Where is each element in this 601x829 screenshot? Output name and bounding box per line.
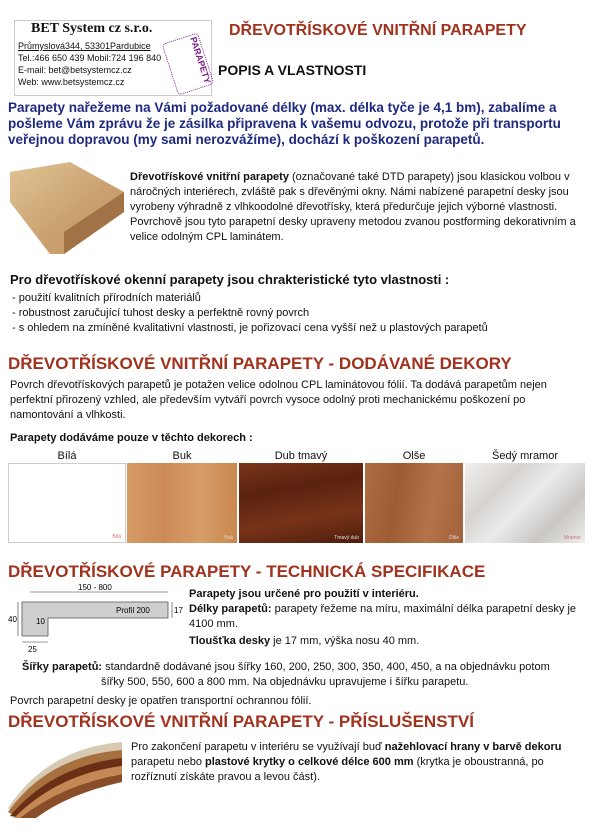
acc-bold: nažehlovací hrany v barvě dekoru [384,741,562,753]
acc-text: rozříznutí získáte pravou a levou část). [131,771,320,783]
swatch-caption: Bílá [112,534,121,540]
swatch-label: Dub tmavý [274,450,328,462]
spec-widths-text1: standardně dodávané jsou šířky 160, 200, 250, 300, 350, 400, 450, a na objednávku potom [102,661,550,673]
spec-widths-bold: Šířky parapetů: [22,661,103,673]
logo-email: E-mail: bet@betsystemcz.cz [18,65,132,75]
dim-10-label: 10 [36,617,45,626]
swatch-caption: Olše [448,535,459,541]
spec-thickness-text: je 17 mm, výška nosu 40 mm. [270,635,420,647]
decors-heading: DŘEVOTŘÍSKOVÉ VNITŘNÍ PARAPETY - DODÁVANÉ DEKORY [8,354,512,373]
swatch-white [8,463,126,543]
profile-drawing [8,584,184,660]
intro-text: Parapety nařežeme na Vámi požadované délky (max. délka tyče je 4,1 bm), zabalíme a pošleme Vám zprávu že je zásilka připravena k vašemu odvozu, protože při transportu veřejnou dopravou (my sami nerozvážíme), dochází k poškození parapetů. [8,100,561,147]
swatch-label: Buk [172,450,192,462]
dim-width-label: 150 - 800 [78,584,112,592]
edge-banding-image [8,738,122,818]
acc-bold: plastové krytky o celkové délce 600 mm [205,756,414,768]
swatch-caption: Buk [224,535,233,541]
page-subtitle: POPIS A VLASTNOSTI [218,62,367,78]
properties-heading: Pro dřevotřískové okenní parapety jsou chrakteristické tyto vlastnosti : [10,272,450,287]
spec-line1: Parapety jsou určené pro použití v interiéru. [189,588,419,600]
logo-address: Průmyslová344, 53301Pardubice [18,41,151,51]
swatch-beech [127,463,237,543]
spec-length-text: parapety řežeme na míru, maximální délka parapetní desky je 4100 mm. [189,603,577,630]
dim-40-label: 40 [8,615,17,624]
properties-item: - použití kvalitních přírodních materiálů [12,292,201,304]
properties-list [12,291,592,336]
description-text: (označované také DTD parapety) jsou klasickou volbou v náročných interiérech, zvláště pak s dřevěnými okny. Námi nabízené parapetní desky jsou vyrobeny výhradně z vlhkoodolné dřevotřísky, která předurčuje jejich výborné vlastnosti. Povrchově jsou tyto parapetní desky upraveny metodou zvanou postforming dekorativním a velice odolným CPL laminátem. [130,171,576,243]
dim-25-label: 25 [28,645,37,654]
spec-widths [22,660,592,690]
page-title: DŘEVOTŘÍSKOVÉ VNITŘNÍ PARAPETY [229,22,527,39]
spec-widths-text2: šířky 500, 550, 600 a 800 mm. Na objednávku upravujeme i šířku parapetu. [101,676,469,688]
swatch-label: Šedý mramor [491,450,559,462]
company-logo [14,20,212,96]
swatch-label: Olše [402,450,426,462]
logo-company-name: BET System cz s.r.o. [31,21,153,36]
swatch-caption: Tmavý dub [334,535,359,541]
swatch-grey-marble [465,463,585,543]
description-bold: Dřevotřískové vnitřní parapety [130,171,289,183]
dim-profile-label: Profil 200 [116,606,150,615]
logo-phone: Tel.:466 650 439 Mobil:724 196 840 [18,53,162,63]
windowsill-board-image [10,162,124,254]
dim-17-label: 17 [174,606,183,615]
decors-text: Povrch dřevotřískových parapetů je potažen velice odolnou CPL laminátovou fólií. Ta dodává parapetům nejen perfektní přirozený vzhled, ale především vytváří povrch vysoce odolný proti mechanickému poškození po namontování a vlhkosti. [10,379,547,421]
accessories-text [131,740,591,785]
accessories-heading: DŘEVOTŘÍSKOVÉ VNITŘNÍ PARAPETY - PŘÍSLUŠENSTVÍ [8,712,474,731]
spec-foil: Povrch parapetní desky je opatřen transportní ochrannou fólií. [10,695,312,707]
acc-text: (krytka je oboustranná, po [413,756,544,768]
description [130,170,588,245]
spec-details [189,587,589,649]
spec-length-bold: Délky parapetů: [189,603,272,615]
swatch-dark-oak [239,463,363,543]
decors-list-heading: Parapety dodáváme pouze v těchto dekorech : [10,432,253,444]
swatch-caption: Mramor [563,535,581,541]
properties-item: - s ohledem na zmíněné kvalitativní vlastnosti, je pořizovací cena vyšší než u plastových parapetů [12,322,488,334]
logo-stamp: PARAPETY [162,32,215,95]
acc-text: parapetu nebo [131,756,206,768]
logo-web: Web: www.betsystemcz.cz [18,77,125,87]
swatch-label: Bílá [57,450,77,462]
properties-item: - robustnost zaručující tuhost desky a perfektně rovný povrch [12,307,310,319]
spec-heading: DŘEVOTŘÍSKOVÉ PARAPETY - TECHNICKÁ SPECIFIKACE [8,562,486,581]
spec-thickness-bold: Tloušťka desky [189,635,271,647]
acc-text: Pro zakončení parapetu v interiéru se využívají buď [131,741,385,753]
swatch-alder [365,463,463,543]
